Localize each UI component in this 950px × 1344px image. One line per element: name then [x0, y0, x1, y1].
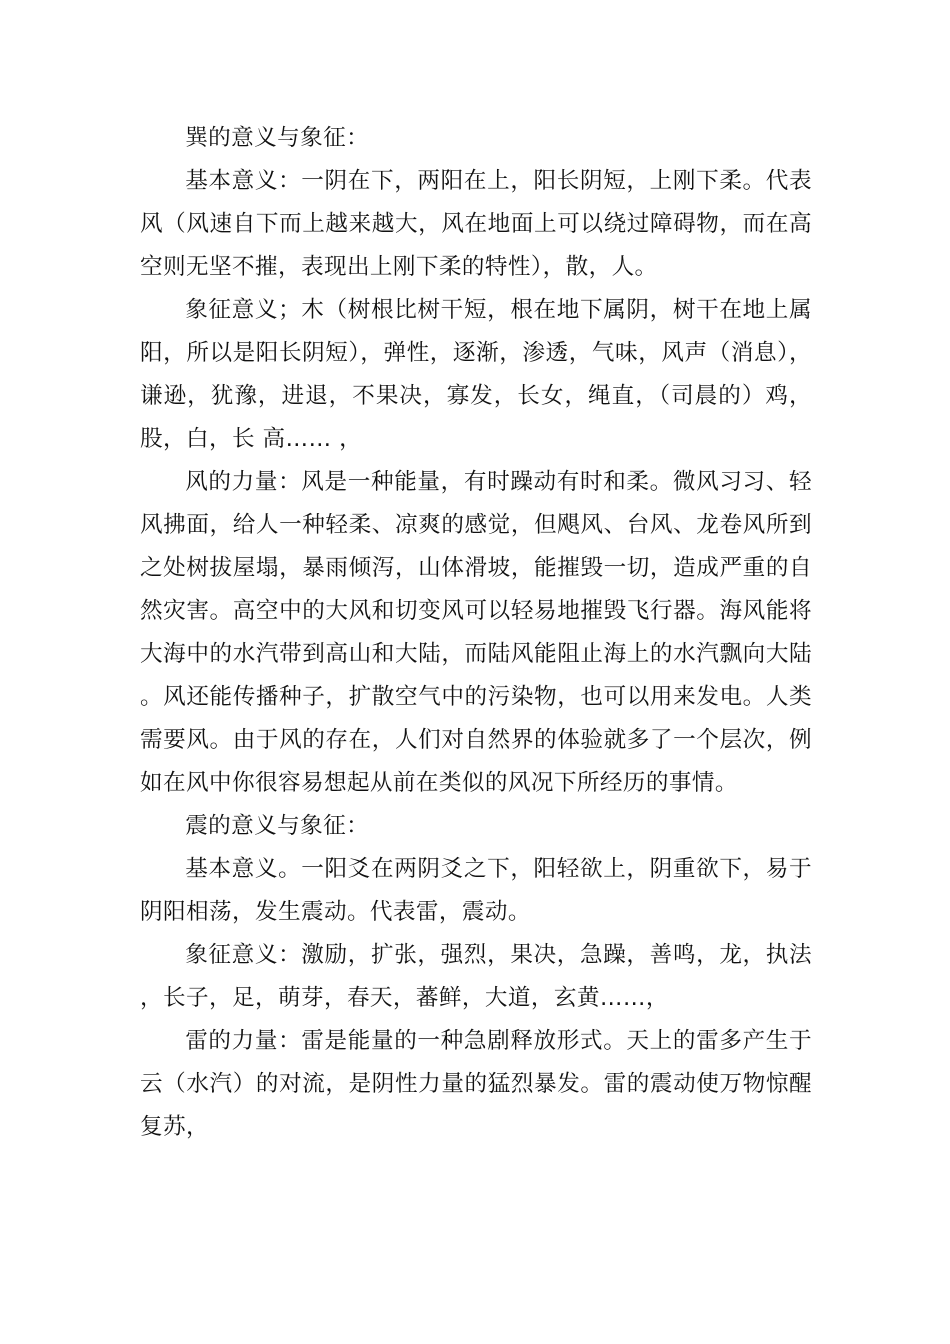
paragraph-xun-basic-meaning: 基本意义：一阴在下，两阳在上，阳长阴短，上刚下柔。代表风（风速自下而上越来越大，风在地面上可以绕过障碍物，而在高空则无坚不摧，表现出上刚下柔的特性），散，人。: [140, 168, 812, 280]
paragraph-zhen-basic-meaning: 基本意义。一阳爻在两阴爻之下，阳轻欲上，阴重欲下，易于阴阳相荡，发生震动。代表雷，震动。: [140, 856, 812, 925]
paragraph-wind-power: 风的力量：风是一种能量，有时躁动有时和柔。微风习习、轻风拂面，给人一种轻柔、凉爽的感觉，但飓风、台风、龙卷风所到之处树拔屋塌，暴雨倾泻，山体滑坡，能摧毁一切，造成严重的自然灾害。高空中的大风和切变风可以轻易地摧毁飞行器。海风能将大海中的水汽带到高山和大陆，而陆风能阻止海上的水汽飘向大陆。风还能传播种子，扩散空气中的污染物，也可以用来发电。人类需要风。由于风的存在，人们对自然界的体验就多了一个层次，例如在风中你很容易想起从前在类似的风况下所经历的事情。: [140, 469, 812, 796]
heading-xun: 巽的意义与象征：: [185, 125, 370, 151]
paragraph-xun-symbolic-meaning: 象征意义；木（树根比树干短，根在地下属阴，树干在地上属阳，所以是阳长阴短），弹性，逐渐，渗透，气味，风声（消息），谦逊，犹豫，进退，不果决，寡发，长女，绳直，（司晨的）鸡，股，白，长 高…… ，: [140, 297, 812, 452]
paragraph-zhen-symbolic-meaning: 象征意义：激励，扩张，强烈，果决，急躁，善鸣，龙，执法，长子，足，萌芽，春天，蕃鲜，大道，玄黄……，: [140, 942, 812, 1011]
paragraph-thunder-power: 雷的力量：雷是能量的一种急剧释放形式。天上的雷多产生于云（水汽）的对流，是阴性力量的猛烈暴发。雷的震动使万物惊醒复苏，: [140, 1028, 812, 1140]
heading-zhen: 震的意义与象征：: [185, 813, 370, 839]
document-body: [140, 117, 812, 1149]
